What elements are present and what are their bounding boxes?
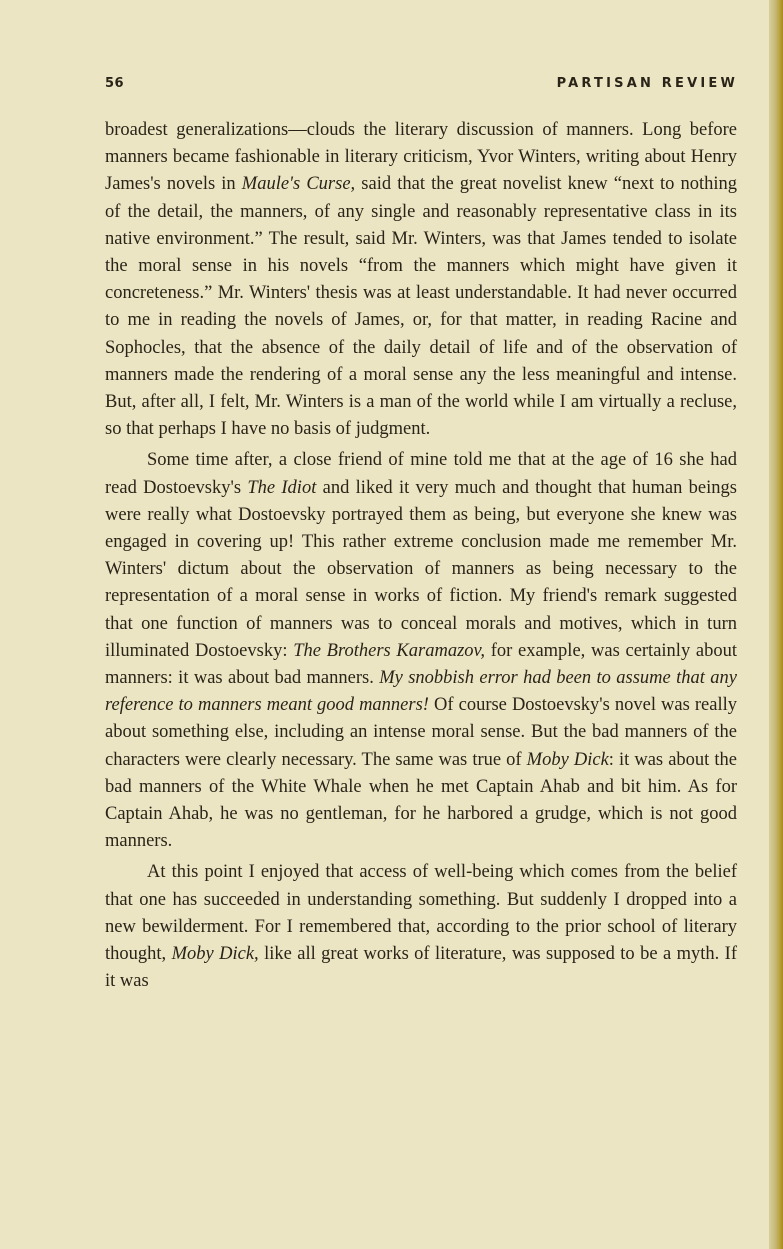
body-text: [105, 117, 737, 1000]
italic-text: The Idiot: [247, 477, 317, 498]
text-run: Some time after, a close friend of mine told me that at the age of 16 she had read Dostoevsky's: [105, 450, 737, 498]
italic-text: Maule's Curse,: [241, 174, 356, 195]
paragraph: [105, 117, 737, 443]
text-run: like all great works of literature, was supposed to be a myth. If it was: [105, 944, 737, 992]
italic-text: Moby Dick: [526, 749, 609, 770]
running-head: PARTISAN REVIEW: [556, 76, 738, 91]
page-header: [105, 76, 738, 98]
paragraph: [105, 447, 737, 855]
paragraph: [105, 859, 737, 995]
italic-text: My snobbish error had been to assume that any reference to manners meant good manners!: [105, 668, 737, 716]
text-run: for example, was certainly about manners: it was about bad manners.: [105, 640, 738, 689]
text-run: said that the great novelist knew “next to nothing of the detail, the manners, of any single and reasonably representative class in its native environment.” The result, said Mr. Winters, was that James tended to isolate the moral sense in his novels “from the manners which might have given it concreteness.” Mr. Winters' thesis was at least understandable. It had never occurred to me in reading the novels of James, or, for that matter, in reading Racine and Sophocles, that the absence of the daily detail of life and of the observation of manners made the rendering of a moral sense any the less meaningful and intense. But, after all, I felt, Mr. Winters is a man of the world while I am virtually a recluse, so that perhaps I have no basis of judgment.: [105, 174, 738, 440]
italic-text: The Brothers Karamazov,: [293, 640, 485, 661]
text-run: and liked it very much and thought that human beings were really what Dostoevsky portrayed them as being, but everyone she knew was engaged in covering up! This rather extreme conclusion made me remember Mr. Winters' dictum about the observation of manners as being necessary to the representation of a moral sense in works of fiction. My friend's remark suggested that one function of manners was to conceal morals and motives, which in turn illuminated Dostoevsky:: [105, 477, 737, 661]
italic-text: Moby Dick,: [171, 944, 259, 965]
page-number: 56: [105, 76, 125, 91]
text-run: broadest generalizations—clouds the literary discussion of manners. Long before manners became fashionable in literary criticism, Yvor Winters, writing about Henry James's novels in: [105, 120, 737, 195]
text-run: At this point I enjoyed that access of well-being which comes from the belief that one has succeeded in understanding something. But suddenly I dropped into a new bewilderment. For I remembered that, according to the prior school of literary thought,: [105, 862, 737, 965]
text-run: : it was about the bad manners of the White Whale when he met Captain Ahab and bit him. As for Captain Ahab, he was no gentleman, for he harbored a grudge, which is not good manners.: [105, 749, 737, 852]
text-run: Of course Dostoevsky's novel was really about something else, including an intense moral sense. But the bad manners of the characters were clearly necessary. The same was true of: [105, 695, 737, 770]
page-edge: [769, 0, 783, 1249]
